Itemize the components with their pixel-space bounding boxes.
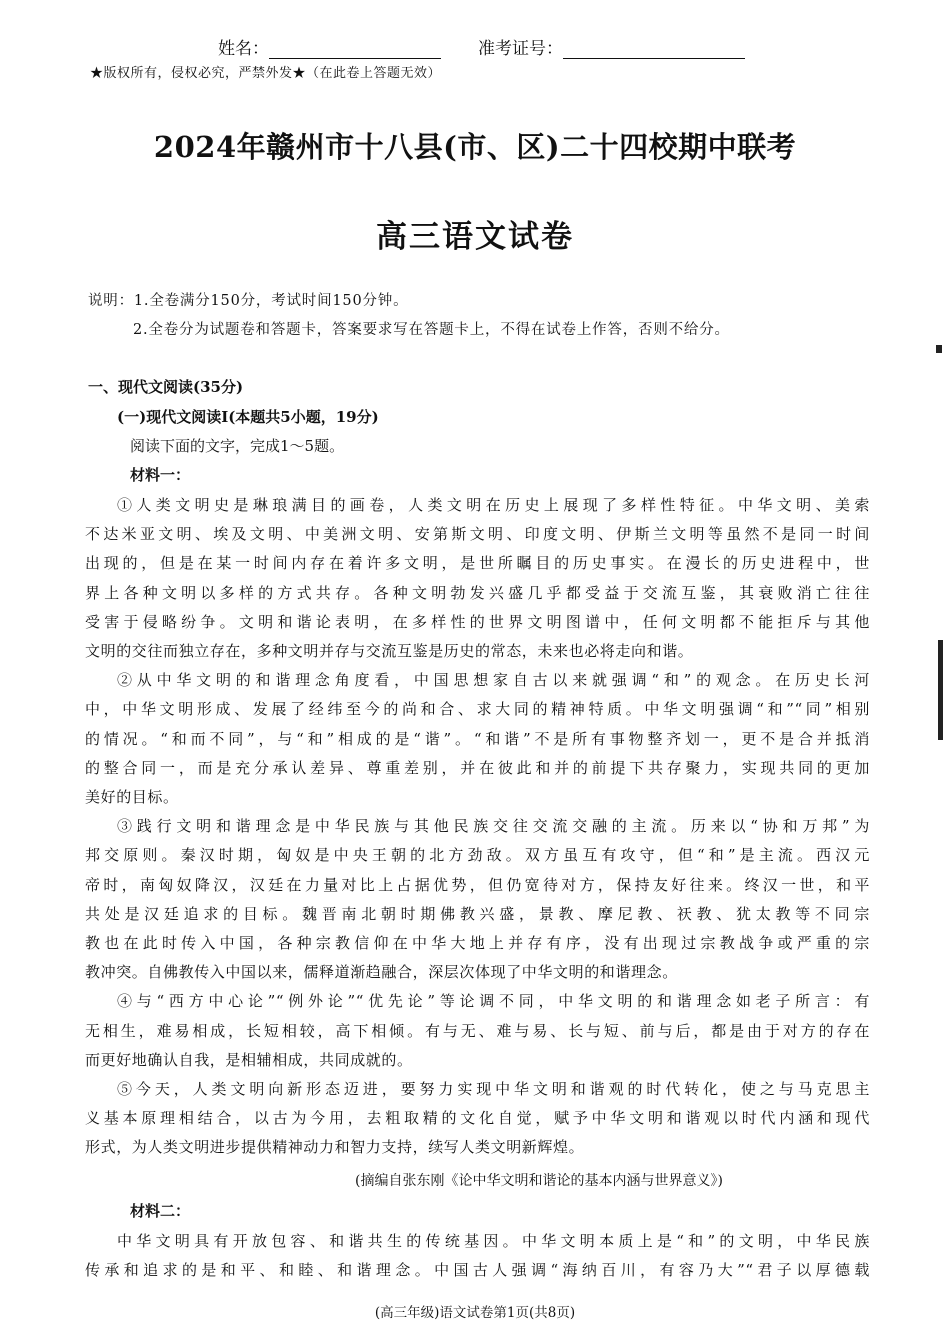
material-1-line: 中，中华文明形成、发展了经纬至今的尚和合、求大同的精神特质。中华文明强调“和”“同”相别 bbox=[85, 700, 870, 719]
scan-mark bbox=[938, 640, 943, 740]
instruction-line-1: 说明：1.全卷满分150分，考试时间150分钟。 bbox=[88, 293, 409, 309]
exam-id-field bbox=[478, 34, 745, 59]
material-1-line: 不达米亚文明、埃及文明、中美洲文明、安第斯文明、印度文明、伊斯兰文明等虽然不是同一时间 bbox=[85, 525, 870, 544]
material-1-line: 教冲突。自佛教传入中国以来，儒释道渐趋融合，深层次体现了中华文明的和谐理念。 bbox=[85, 963, 678, 982]
scan-mark bbox=[936, 345, 942, 353]
material-1-line: 出现的，但是在某一时间内存在着许多文明，是世所瞩目的历史事实。在漫长的历史进程中，世 bbox=[85, 554, 870, 573]
material-1-label: 材料一： bbox=[130, 466, 191, 484]
material-2-line: 中华文明具有开放包容、和谐共生的传统基因。中华文明本质上是“和”的文明，中华民族 bbox=[117, 1232, 870, 1250]
material-1-line: 形式，为人类文明进步提供精神动力和智力支持，续写人类文明新辉煌。 bbox=[85, 1138, 585, 1157]
material-1-line: 教也在此时传入中国，各种宗教信仰在中华大地上并存有序，没有出现过宗教战争或严重的宗 bbox=[85, 934, 870, 952]
exam-id-blank bbox=[563, 40, 745, 59]
material-1-line: ①人类文明史是琳琅满目的画卷，人类文明在历史上展现了多样性特征。中华文明、美索 bbox=[117, 496, 870, 514]
material-1-line: 文明的交往而独立存在，多种文明并存与交流互鉴是历史的常态，未来也必将走向和谐。 bbox=[85, 642, 694, 660]
material-1-line: 的整合同一，而是充分承认差异、尊重差别，并在彼此和并的前提下共存聚力，实现共同的更加 bbox=[85, 758, 870, 777]
material-1-line: ④与“西方中心论”“例外论”“优先论”等论调不同，中华文明的和谐理念如老子所言：有 bbox=[117, 992, 870, 1011]
copyright-notice: ★版权所有，侵权必究，严禁外发★（在此卷上答题无效） bbox=[90, 66, 442, 81]
material-2-label: 材料二： bbox=[130, 1202, 191, 1220]
material-1-line: 美好的目标。 bbox=[85, 788, 179, 806]
material-1-line: ②从中华文明的和谐理念角度看，中国思想家自古以来就强调“和”的观念。在历史长河 bbox=[117, 671, 870, 690]
page-footer: (高三年级)语文试卷第1页(共8页) bbox=[374, 1305, 576, 1321]
material-1-line: 受害于侵略纷争。文明和谐论表明，在多样性的世界文明图谱中，任何文明都不能拒斥与其他 bbox=[85, 612, 870, 631]
material-2-line: 传承和追求的是和平、和睦、和谐理念。中国古人强调“海纳百川，有容乃大”“君子以厚德载 bbox=[85, 1261, 870, 1280]
name-blank bbox=[269, 40, 441, 59]
material-1-line: 帝时，南匈奴降汉，汉廷在力量对比上占据优势，但仍宽待对方，保持友好往来。终汉一世，和平 bbox=[85, 875, 870, 894]
material-1-line: 而更好地确认自我，是相辅相成，共同成就的。 bbox=[85, 1050, 413, 1069]
material-1-line: 无相生，难易相成，长短相较，高下相倾。有与无、难与易、长与短、前与后，都是由于对方的存在 bbox=[85, 1021, 870, 1040]
material-1-line: 界上各种文明以多样的方式共存。各种文明勃发兴盛几乎都受益于交流互鉴，其衰败消亡往往 bbox=[85, 583, 870, 602]
material-1-line: 共处是汉廷追求的目标。魏晋南北朝时期佛教兴盛，景教、摩尼教、祆教、犹太教等不同宗 bbox=[85, 904, 870, 923]
exam-title: 2024年赣州市十八县(市、区)二十四校期中联考 bbox=[153, 130, 797, 164]
source-note: (摘编自张东刚《论中华文明和谐论的基本内涵与世界意义》) bbox=[355, 1173, 723, 1189]
name-label: 姓名： bbox=[218, 39, 269, 59]
section-subheading: (一)现代文阅读Ⅰ(本题共5小题，19分) bbox=[117, 408, 379, 426]
section-heading: 一、现代文阅读(35分) bbox=[88, 378, 244, 396]
material-1-line: 邦交原则。秦汉时期，匈奴是中央王朝的北方劲敌。双方虽互有攻守，但“和”是主流。西汉元 bbox=[85, 846, 870, 865]
material-1-line: 的情况。“和而不同”，与“和”相成的是“谐”。“和谐”不是所有事物整齐划一，更不是合并抵消 bbox=[85, 729, 870, 748]
name-field bbox=[218, 34, 441, 59]
instruction-line-2: 2.全卷分为试题卷和答题卡，答案要求写在答题卡上，不得在试卷上作答，否则不给分。 bbox=[133, 322, 730, 338]
material-1-line: ⑤今天，人类文明向新形态迈进，要努力实现中华文明和谐观的时代转化，使之与马克思主 bbox=[117, 1080, 870, 1098]
material-1-line: ③践行文明和谐理念是中华民族与其他民族交往交流交融的主流。历来以“协和万邦”为 bbox=[117, 817, 870, 836]
material-1-line: 义基本原理相结合，以古为今用，去粗取精的文化自觉，赋予中华文明和谐观以时代内涵和现代 bbox=[85, 1109, 870, 1128]
reading-prompt: 阅读下面的文字，完成1～5题。 bbox=[130, 437, 345, 455]
exam-id-label: 准考证号： bbox=[478, 39, 563, 59]
paper-subtitle: 高三语文试卷 bbox=[376, 219, 574, 255]
